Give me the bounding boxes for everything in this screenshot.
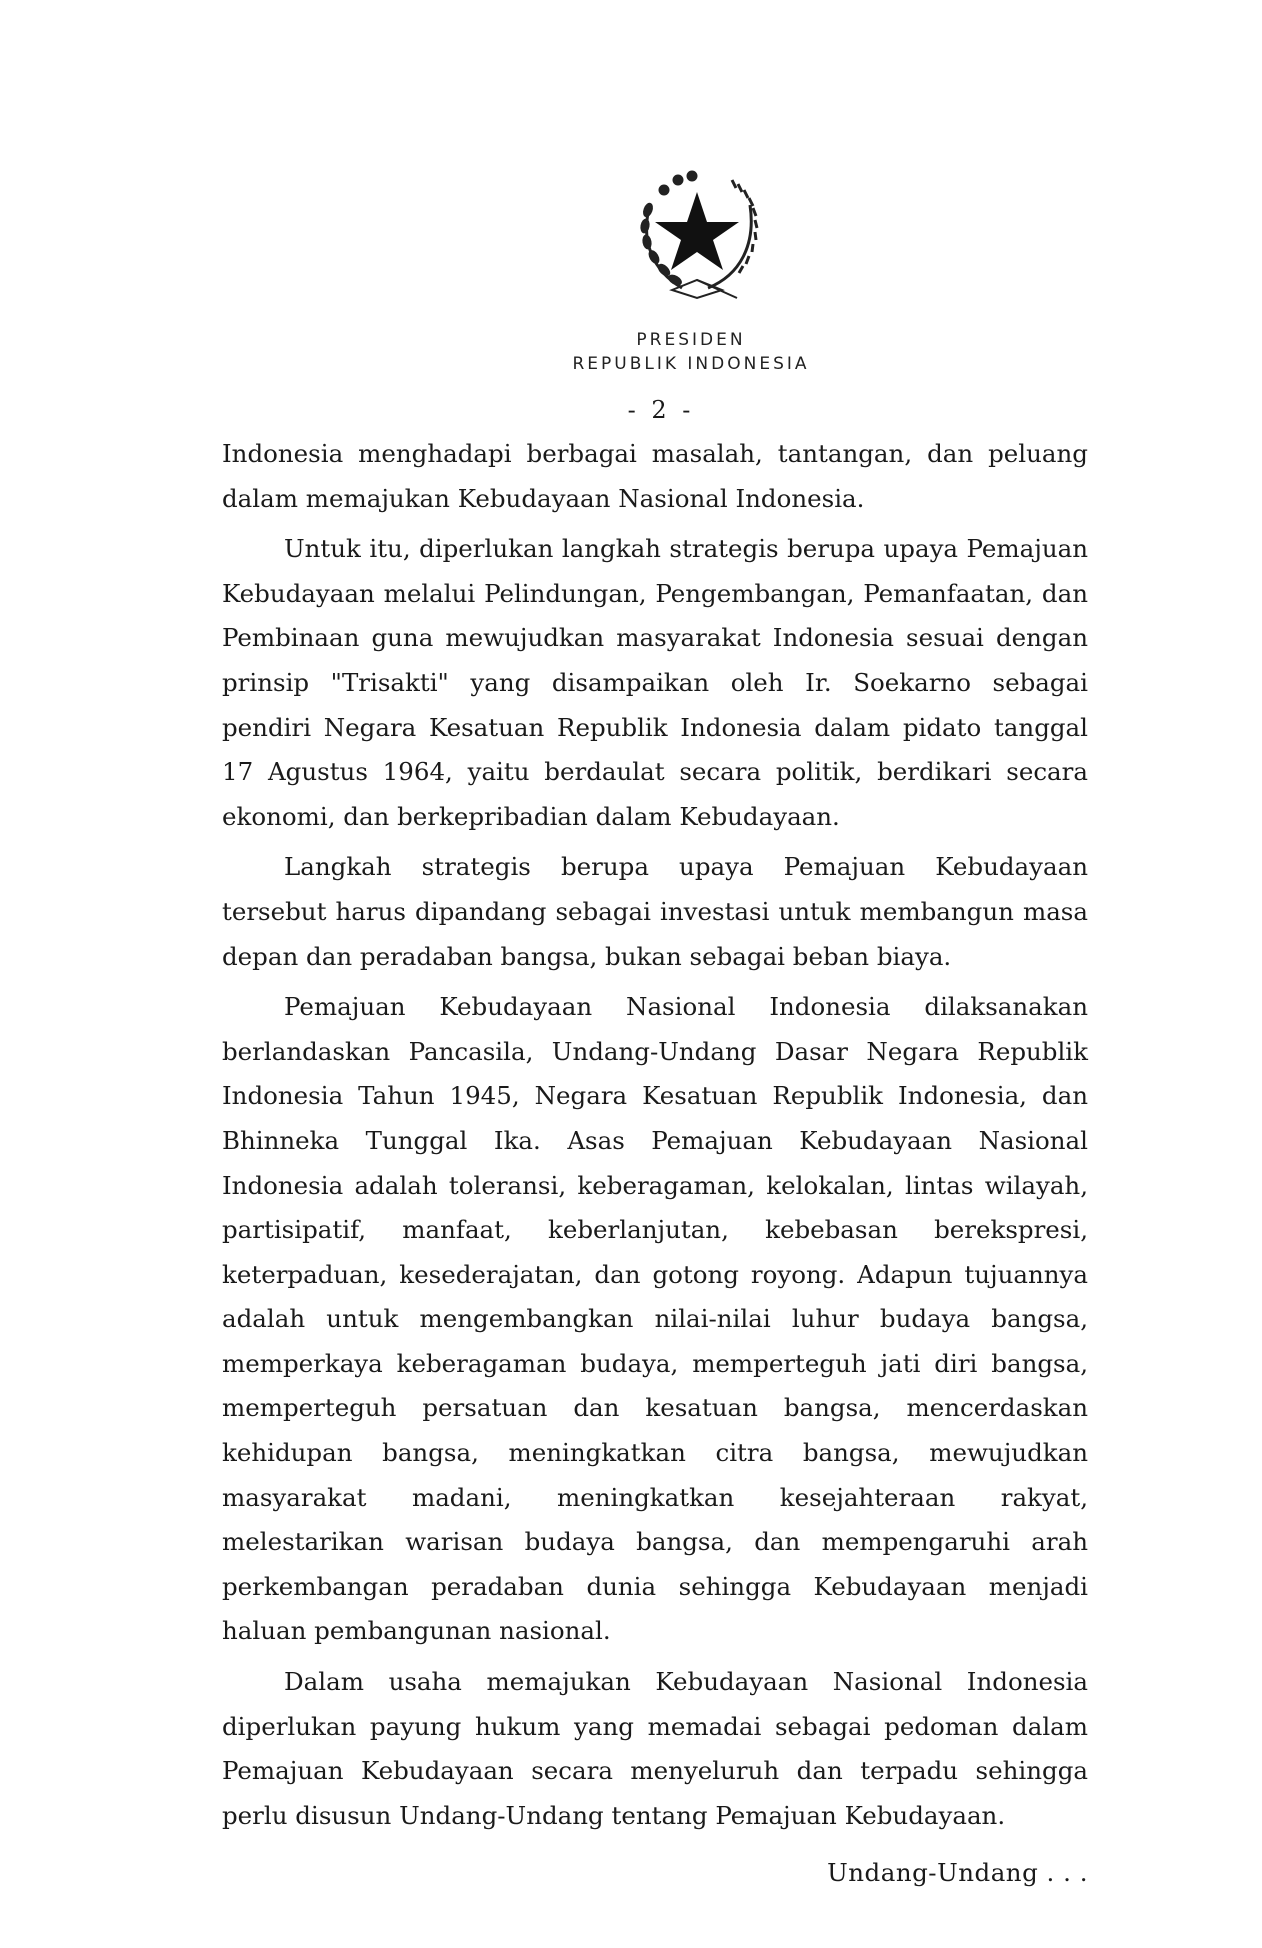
paragraph-5: Dalam usaha memajukan Kebudayaan Nasional Indonesia diperlukan payung hukum yang memadai sebagai pedoman dalam Pemajuan Kebudayaan secara menyeluruh dan terpadu sehingga perlu disusun Undang-Undang tentang Pemajuan Kebudayaan. [222, 1667, 1088, 1830]
paragraph-1: Indonesia menghadapi berbagai masalah, tantangan, dan peluang dalam memajukan Kebudayaan Nasional Indonesia. [222, 439, 1088, 513]
document-body [222, 432, 1088, 1844]
paragraph-2: Untuk itu, diperlukan langkah strategis berupa upaya Pemajuan Kebudayaan melalui Pelindungan, Pengembangan, Pemanfaatan, dan Pembinaan guna mewujudkan masyarakat Indonesia sesuai dengan prinsip "Trisakti" yang disampaikan oleh Ir. Soekarno sebagai pendiri Negara Kesatuan Republik Indonesia dalam pidato tanggal 17 Agustus 1964, yaitu berdaulat secara politik, berdikari secara ekonomi, dan berkepribadian dalam Kebudayaan. [222, 534, 1088, 831]
paragraph-3: Langkah strategis berupa upaya Pemajuan Kebudayaan tersebut harus dipandang sebagai investasi untuk membangun masa depan dan peradaban bangsa, bukan sebagai beban biaya. [222, 852, 1088, 971]
paragraph-4: Pemajuan Kebudayaan Nasional Indonesia dilaksanakan berlandaskan Pancasila, Undang-Undang Dasar Negara Republik Indonesia Tahun 1945, Negara Kesatuan Republik Indonesia, dan Bhinneka Tunggal Ika. Asas Pemajuan Kebudayaan Nasional Indonesia adalah toleransi, keberagaman, kelokalan, lintas wilayah, partisipatif, manfaat, keberlanjutan, kebebasan berekspresi, keterpaduan, kesederajatan, dan gotong royong. Adapun tujuannya adalah untuk mengembangkan nilai-nilai luhur budaya bangsa, memperkaya keberagaman budaya, memperteguh jati diri bangsa, memperteguh persatuan dan kesatuan bangsa, mencerdaskan kehidupan bangsa, meningkatkan citra bangsa, mewujudkan masyarakat madani, meningkatkan kesejahteraan rakyat, melestarikan warisan budaya bangsa, dan mempengaruhi arah perkembangan peradaban dunia sehingga Kebudayaan menjadi haluan pembangunan nasional. [222, 992, 1088, 1646]
header-title-line-2: REPUBLIK INDONESIA [572, 354, 810, 374]
footer-catchword: Undang-Undang . . . [827, 1858, 1088, 1887]
header-title-line-1: PRESIDEN [636, 330, 746, 350]
page-number: - 2 - [627, 396, 695, 424]
presidential-star-emblem-icon [612, 150, 782, 305]
